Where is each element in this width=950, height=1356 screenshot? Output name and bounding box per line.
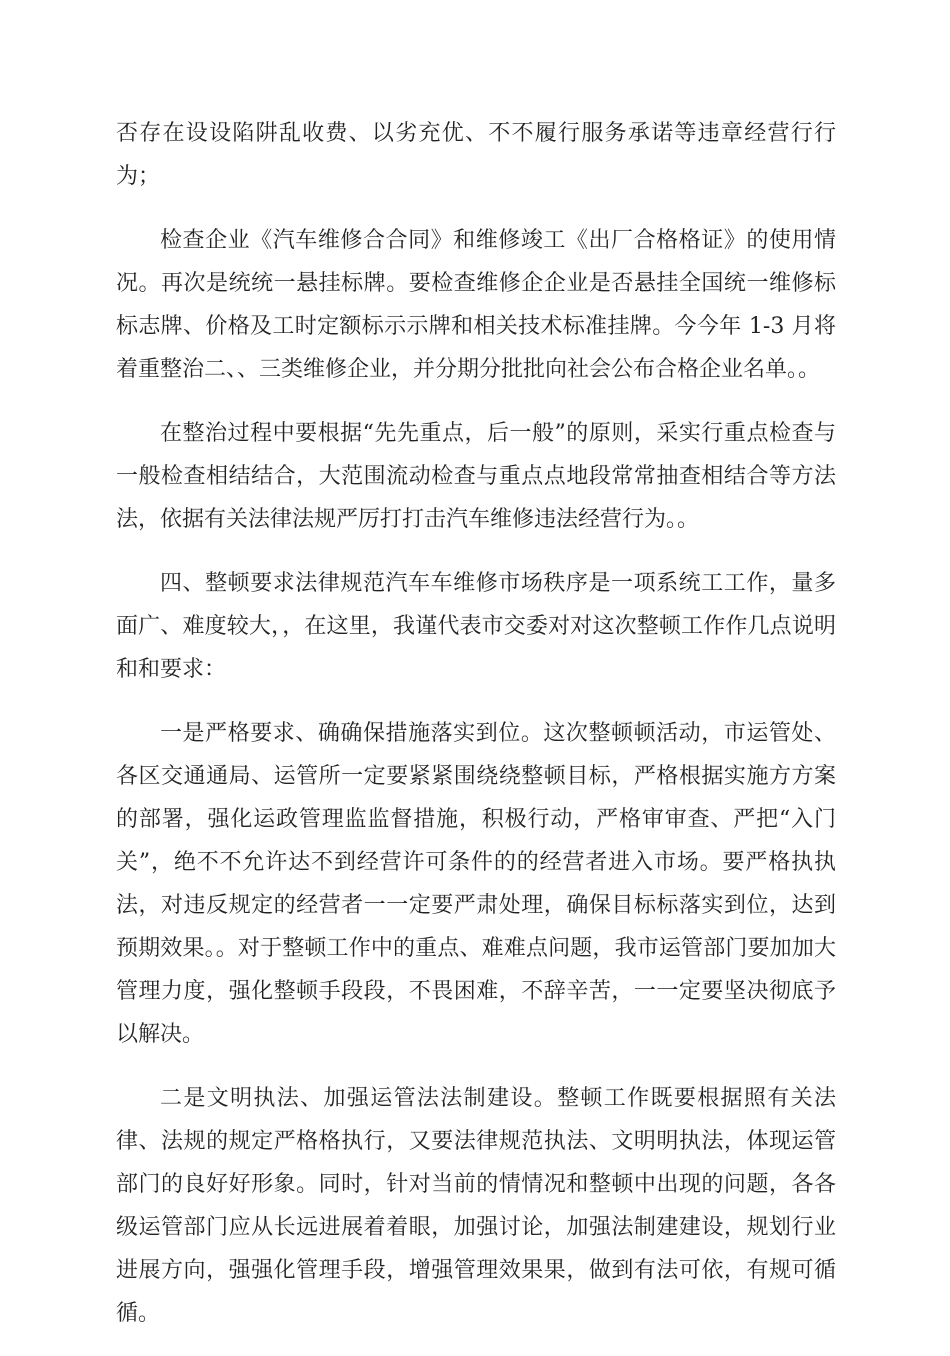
document-page (116, 112, 836, 1356)
paragraph-4: 四、整顿要求法律规范汽车车维修市场秩序是一项系统工工作，量多面广、难度较大，，在这里，我谨代表市交委对对这次整顿工作作几点说明和和要求： (116, 571, 836, 682)
paragraph-3: 在整治过程中要根据“先先重点，后一般”的原则，采实行重点检查与一般检查相结结合，大范围流动检查与重点点地段常常抽查相结合等方法法，依据有关法律法规严厉打打击汽车维修违法经营行为。。 (116, 421, 836, 532)
paragraph-6: 二是文明执法、加强运管法法制建设。整顿工作既要根据照有关法律、法规的规定严格格执行，又要法律规范执法、文明明执法，体现运管部门的良好好形象。同时，针对当前的情情况和整顿中出现的问题，各各级运管部门应从长远进展着着眼，加强讨论，加强法制建建设，规划行业进展方向，强强化管理手段，增强管理效果果，做到有法可依，有规可循循。 (116, 1086, 836, 1326)
paragraph-1: 否存在设设陷阱乱收费、以劣充优、不不履行服务承诺等违章经营行行为； (116, 121, 836, 189)
paragraph-5: 一是严格要求、确确保措施落实到位。这次整顿顿活动，市运管处、各区交通通局、运管所一定要紧紧围绕绕整顿目标，严格根据实施方方案的部署，强化运政管理监监督措施，积极行动，严格审审查、严把“入门关”，绝不不允许达不到经营许可条件的的经营者进入市场。要严格执执法，对违反规定的经营者一一定要严肃处理，确保目标标落实到位，达到预期效果。。对于整顿工作中的重点、难难点问题，我市运管部门要加加大管理力度，强化整顿手段段，不畏困难，不辞辛苦，一一定要坚决彻底予以解决。 (116, 721, 836, 1047)
paragraph-2: 检查企业《汽车维修合合同》和维修竣工《出厂合格格证》的使用情况。再次是统统一悬挂标牌。要检查维修企企业是否悬挂全国统一维修标标志牌、价格及工时定额标示示牌和相关技术标准挂牌。今今年 1-3 月将着重整治二、、三类维修企业，并分期分批批向社会公布合格企业名单。。 (116, 228, 836, 382)
